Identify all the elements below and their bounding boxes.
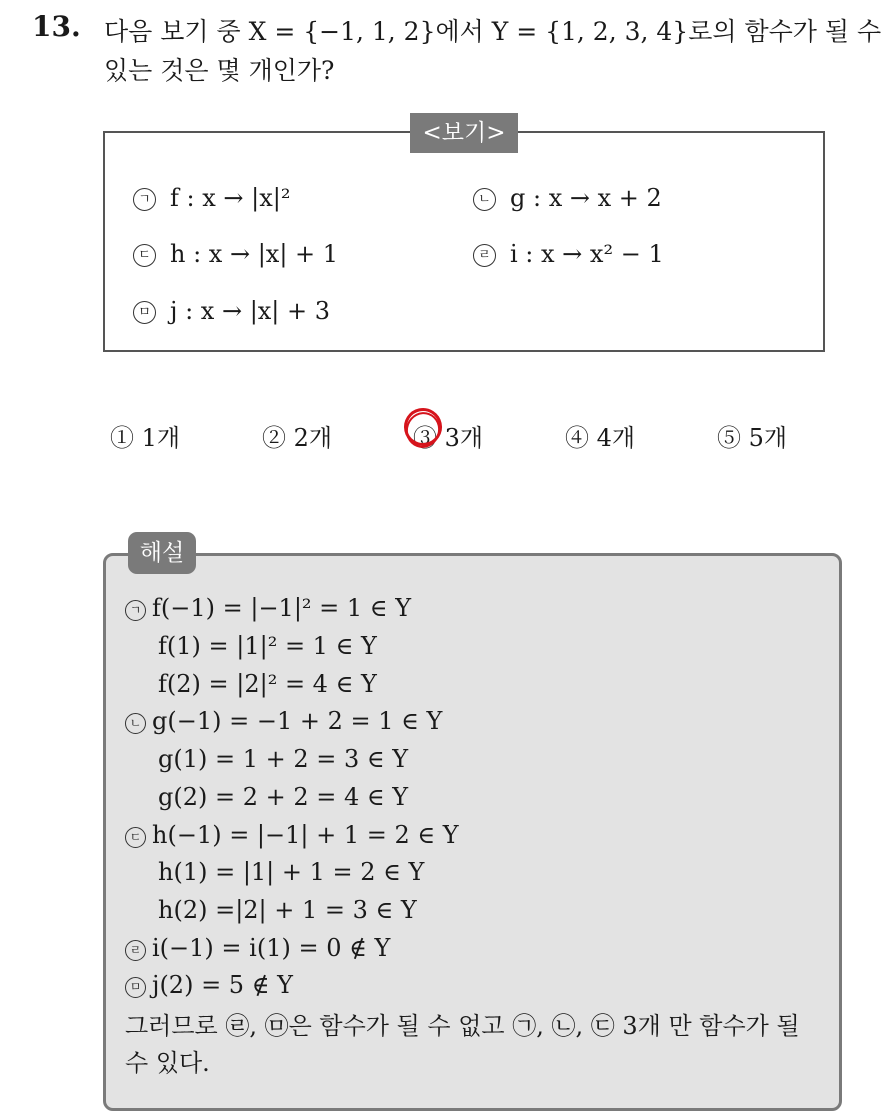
circled-mark: ㄱ (125, 600, 146, 621)
solution-line-text: i(−1) = i(1) = 0 ∉ Y (152, 934, 391, 962)
circled-mark: ㄱ (133, 188, 156, 211)
solution-line-text: g(−1) = −1 + 2 = 1 ∈ Y (152, 707, 443, 735)
circled-mark: ㄹ (473, 244, 496, 267)
solution-line: h(2) =|2| + 1 = 3 ∈ Y (158, 896, 417, 924)
solution-line: g(2) = 2 + 2 = 4 ∈ Y (158, 783, 409, 811)
question-line-1: 다음 보기 중 X = {−1, 1, 2}에서 Y = {1, 2, 3, 4}로의 함수가 될 수 (104, 17, 882, 46)
solution-tab: 해설 (128, 532, 196, 574)
solution-line-text: f(−1) = |−1|² = 1 ∈ Y (152, 594, 412, 622)
bogi-item-text: g : x → x + 2 (510, 184, 662, 212)
choice-2[interactable]: ② 2개 (262, 424, 333, 452)
circled-mark: ㄷ (133, 244, 156, 267)
solution-conclusion: 그러므로 ㉣, ㉤은 함수가 될 수 없고 ㉠, ㉡, ㉢ 3개 만 함수가 될 수 있다. (125, 1012, 800, 1077)
solution-line (125, 707, 442, 735)
solution-line-text: h(−1) = |−1| + 1 = 2 ∈ Y (152, 821, 459, 849)
solution-line: g(1) = 1 + 2 = 3 ∈ Y (158, 745, 409, 773)
solution-line (125, 594, 411, 622)
circled-mark: ㅁ (125, 977, 146, 998)
choice-1[interactable]: ① 1개 (110, 424, 181, 452)
solution-line (125, 821, 459, 849)
bogi-item-2 (473, 184, 662, 212)
bogi-tab: <보기> (410, 113, 518, 153)
bogi-item-1 (133, 184, 290, 212)
solution-line: f(2) = |2|² = 4 ∈ Y (158, 670, 377, 698)
solution-line-text: j(2) = 5 ∉ Y (152, 971, 293, 999)
solution-line: f(1) = |1|² = 1 ∈ Y (158, 632, 377, 660)
question-number: 13. (32, 10, 81, 43)
circled-mark: ㅁ (133, 301, 156, 324)
question-text (104, 12, 882, 90)
circled-mark: ㄴ (125, 713, 146, 734)
choice-5[interactable]: ⑤ 5개 (717, 424, 788, 452)
bogi-item-text: i : x → x² − 1 (510, 240, 664, 268)
choice-4[interactable]: ④ 4개 (565, 424, 636, 452)
circled-mark: ㄴ (473, 188, 496, 211)
bogi-item-text: j : x → |x| + 3 (170, 297, 331, 325)
circled-mark: ㄷ (125, 827, 146, 848)
circled-mark: ㄹ (125, 940, 146, 961)
bogi-item-5 (133, 297, 330, 325)
solution-line: h(1) = |1| + 1 = 2 ∈ Y (158, 858, 425, 886)
bogi-item-text: h : x → |x| + 1 (170, 240, 339, 268)
choice-3[interactable]: ③ 3개 (413, 424, 484, 452)
solution-line (125, 971, 293, 999)
question-line-2: 있는 것은 몇 개인가? (104, 56, 335, 85)
solution-line (125, 934, 390, 962)
bogi-item-text: f : x → |x|² (170, 184, 291, 212)
bogi-item-3 (133, 240, 338, 268)
bogi-item-4 (473, 240, 664, 268)
